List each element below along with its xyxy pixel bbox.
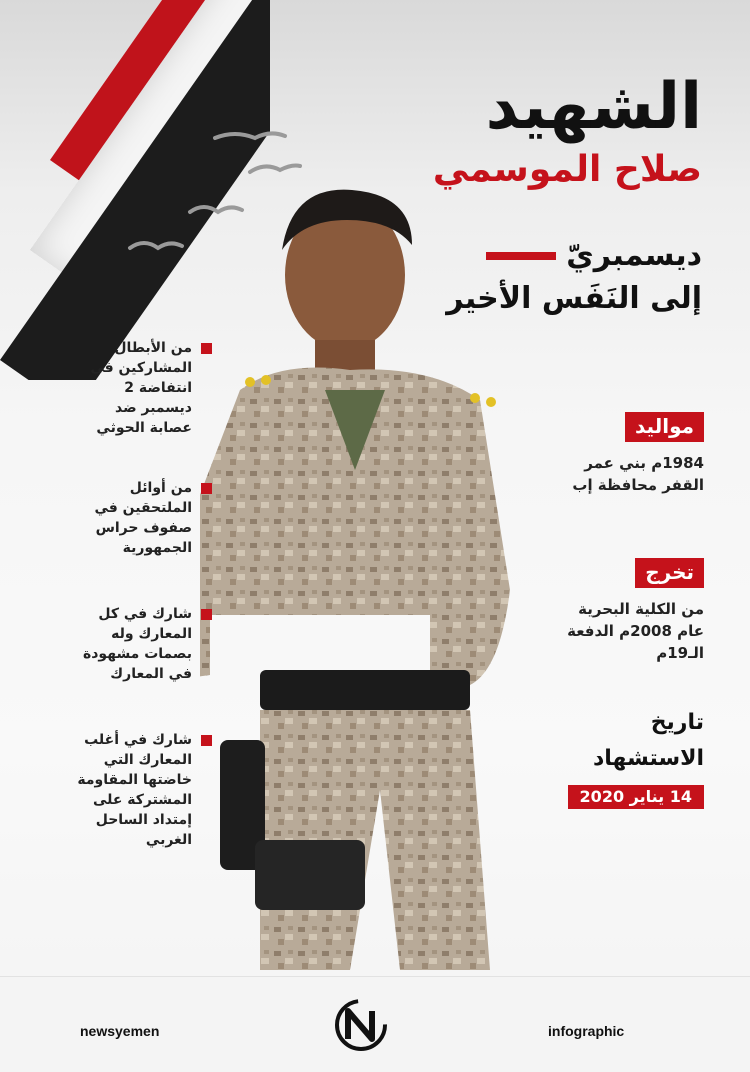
slogan-line1: ديسمبريّ: [566, 238, 702, 273]
newsyemen-logo-icon: [328, 997, 394, 1053]
martyr-name: صلاح الموسمي: [432, 149, 702, 190]
martyrdom-section: [568, 705, 704, 809]
martyrdom-title-line2: الاستشهاد: [593, 746, 704, 771]
born-label: مواليد: [625, 412, 704, 442]
achievements-list: [77, 338, 212, 876]
slogan-line2: إلى النَفَس الأخير: [446, 281, 702, 316]
bullet-square-icon: [201, 735, 212, 746]
footer: [0, 976, 750, 1072]
list-item: [82, 604, 212, 684]
slogan-line1-row: [446, 238, 702, 273]
born-text: 1984م بني عمر القفر محافظة إب: [572, 454, 704, 494]
bullet-square-icon: [201, 343, 212, 354]
bullet-text: من الأبطال المشاركين في انتفاضة 2 ديسمبر ضد عصابة الحوثي: [90, 340, 192, 436]
graduated-section: [554, 558, 704, 664]
bullet-text: شارك في كل المعارك وله بصمات مشهودة في المعارك: [82, 606, 192, 682]
list-item: [92, 338, 212, 438]
slogan: [446, 238, 702, 316]
title-block: [433, 70, 702, 192]
bullet-square-icon: [201, 483, 212, 494]
born-section: [554, 412, 704, 496]
martyrdom-title-line1: تاريخ: [650, 710, 704, 735]
bullet-text: شارك في أغلب المعارك التي خاضتها المقاومة المشتركة على إمتداد الساحل الغربي: [77, 732, 192, 848]
graduated-label: تخرج: [635, 558, 704, 588]
list-item: [92, 478, 212, 558]
site-name: newsyemen: [80, 1023, 160, 1039]
martyrdom-date: 14 يناير 2020: [568, 785, 704, 809]
slogan-accent-bar: [486, 252, 556, 260]
bullet-square-icon: [201, 609, 212, 620]
list-item: [77, 730, 212, 850]
page-title: الشهيد: [485, 70, 702, 144]
content-type: infographic: [548, 1023, 625, 1039]
graduated-text: من الكلية البحرية عام 2008م الدفعة الـ19م: [567, 600, 704, 662]
bullet-text: من أوائل الملتحقين في صفوف حراس الجمهورية: [94, 480, 192, 556]
